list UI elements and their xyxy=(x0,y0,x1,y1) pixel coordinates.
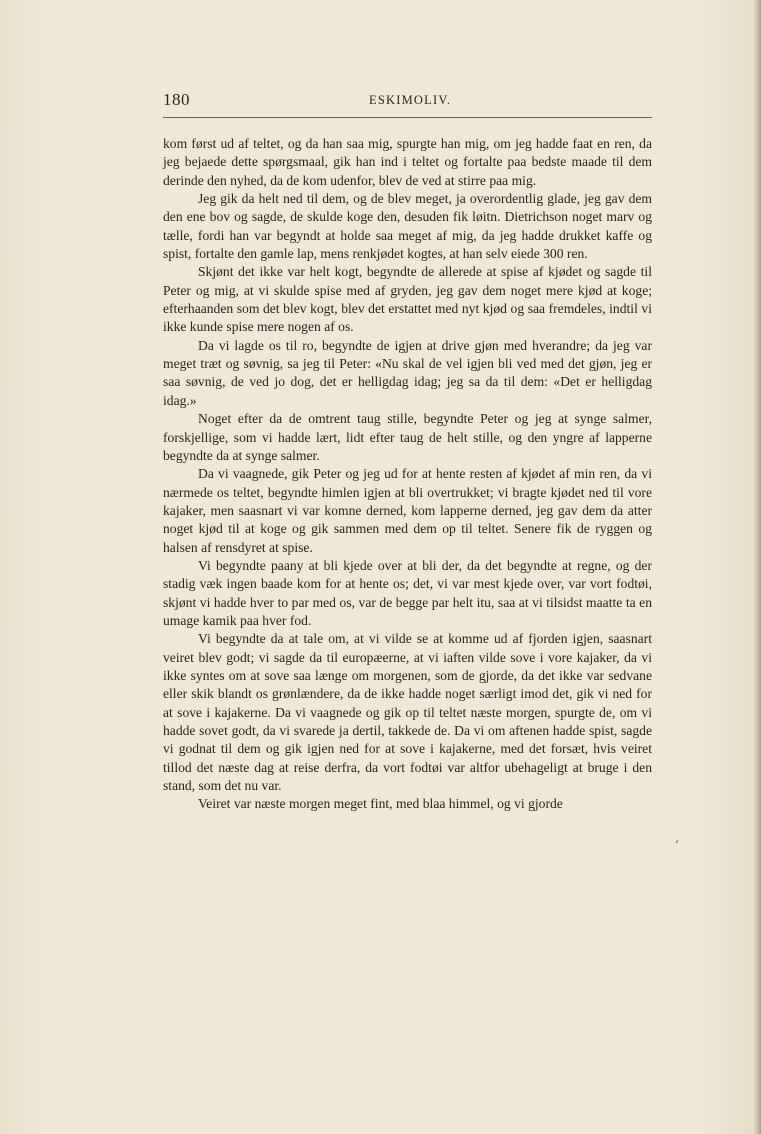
paragraph: Jeg gik da helt ned til dem, og de blev meget, ja overordentlig glade, jeg gav dem den ene bov og sagde, de skulde koge den, desuden fik løitn. Dietrichson noget marv og tælle, fordi han var begyndt at holde saa meget af mig, da jeg hadde drukket kaffe og spist, fortalte den gamle lap, mens renkjødet kogtes, at han selv eiede 300 ren. xyxy=(163,191,652,262)
paragraph: Noget efter da de omtrent taug stille, begyndte Peter og jeg at synge salmer, forskjellige, som vi hadde lært, lidt efter taug de helt stille, og den yngre af lapperne begyndte da at synge salmer. xyxy=(163,411,652,463)
paragraph: Vi begyndte da at tale om, at vi vilde se at komme ud af fjorden igjen, saasnart veiret blev godt; vi sagde da til europæerne, at vi iaften vilde sove i vore kajaker, da vi ikke syntes om at sove saa længe om morgenen, som de gjorde, da det ikke var sedvane eller skik blandt os grønlændere, da de ikke hadde noget særligt imod det, gik vi ned for at sove i kajakerne. Da vi vaagnede og gik op til teltet næste morgen, spurgte de, om vi hadde sovet godt, da vi svarede ja dertil, takkede de. Da vi om aftenen hadde spist, sagde vi godnat til dem og gik igjen ned for at sove i kajakerne, med det forsæt, hvis veiret tillod det næste dag at reise derfra, da vort fodtøi var altfor ubehageligt at bruge i den stand, som det nu var. xyxy=(163,631,652,794)
margin-mark: ‘ xyxy=(675,838,679,852)
paragraph: Da vi vaagnede, gik Peter og jeg ud for at hente resten af kjødet af min ren, da vi nærmede os teltet, begyndte himlen igjen at bli overtrukket; vi bragte kjødet ned til vore kajaker, men saasnart vi var komne derned, kom lapperne derned, jeg gav dem da atter noget kjød til at koge og gik sammen med dem op til teltet. Senere fik de ryggen og halsen af rensdyret at spise. xyxy=(163,466,652,555)
page-header xyxy=(163,90,652,112)
paragraph: Veiret var næste morgen meget fint, med blaa himmel, og vi gjorde xyxy=(198,796,563,812)
paragraph: kom først ud af teltet, og da han saa mig, spurgte han mig, om jeg hadde faat en ren, da jeg bejaede dette spørgsmaal, gik han ind i teltet og fortalte paa bedste maade til dem derinde den nyhed, da de kom udenfor, blev de ved at stirre paa mig. xyxy=(163,136,652,188)
paragraph: Da vi lagde os til ro, begyndte de igjen at drive gjøn med hverandre; da jeg var meget træt og søvnig, sa jeg til Peter: «Nu skal de vel igjen bli ved med det gjøn, jeg er saa søvnig, de ved jo dog, det er helligdag idag; jeg sa da til dem: «Det er helligdag idag.» xyxy=(163,337,652,408)
page-number: 180 xyxy=(163,90,190,109)
body-text xyxy=(163,135,652,814)
paragraph: Vi begyndte paany at bli kjede over at bli der, da det begyndte at regne, og der stadig væk ingen baade kom for at hente os; det, vi var mest kjede over, var vort fodtøi, skjønt vi hadde hver to par med os, var de begge par helt itu, saa at vi tilsidst maatte ta en umage kamik paa hver fod. xyxy=(163,557,652,628)
page-edge-shadow xyxy=(753,0,761,1134)
header-rule xyxy=(163,117,652,118)
running-head: ESKIMOLIV. xyxy=(369,93,452,107)
paragraph: Skjønt det ikke var helt kogt, begyndte de allerede at spise af kjødet og sagde til Peter og mig, at vi skulde spise med af gryden, jeg gav dem noget mere kjød at koge; efterhaanden som det blev kogt, blev det erstattet med nyt kjød og saa fremdeles, indtil vi ikke kunde spise mere nogen af os. xyxy=(163,264,652,335)
